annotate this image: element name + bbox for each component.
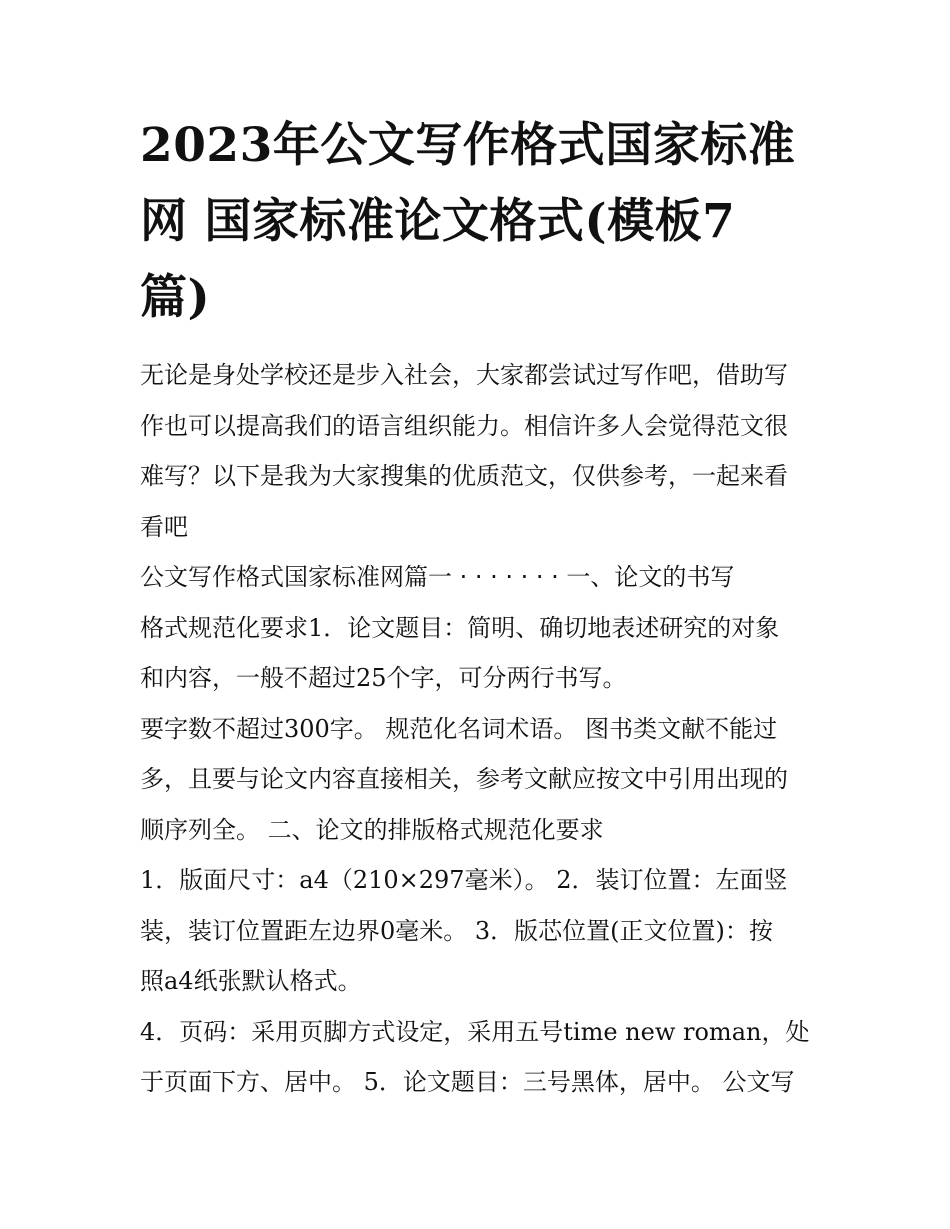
text-line: 顺序列全。 二、论文的排版格式规范化要求 (140, 815, 604, 844)
text-line: 要字数不超过300字。 规范化名词术语。 图书类文献不能过 (140, 714, 778, 743)
text-line: 1．版面尺寸：a4（210×297毫米）。 2．装订位置：左面竖 (140, 866, 788, 894)
paragraph-3 (140, 855, 820, 1007)
text-line: 格式规范化要求1．论文题目：简明、确切地表述研究的对象 (140, 613, 780, 642)
text-line: 4．页码：采用页脚方式设定，采用五号time new roman，处 (140, 1017, 810, 1046)
text-line: 装，装订位置距左边界0毫米。 3．版芯位置(正文位置)：按 (140, 916, 773, 945)
section1-heading: 公文写作格式国家标准网篇一 · · · · · · · 一、论文的书写 (140, 563, 735, 591)
text-line: 和内容，一般不超过25个字，可分两行书写。 (140, 664, 627, 692)
text-line: 无论是身处学校还是步入社会，大家都尝试过写作吧，借助写 (140, 361, 788, 389)
title-line: 网 国家标准论文格式(模板7 (140, 194, 736, 249)
intro-paragraph (140, 350, 820, 552)
paragraph-2 (140, 704, 820, 856)
section1-paragraph (140, 552, 820, 704)
text-line: 于页面下方、居中。 5．论文题目：三号黑体，居中。 公文写 (140, 1068, 795, 1096)
title-line: 篇) (140, 270, 211, 325)
text-line: 看吧 (140, 512, 188, 541)
text-line: 照a4纸张默认格式。 (140, 967, 362, 995)
document-page (140, 108, 820, 1108)
title-line: 2023年公文写作格式国家标准 (140, 118, 796, 173)
text-line: 多，且要与论文内容直接相关，参考文献应按文中引用出现的 (140, 765, 788, 793)
text-line: 作也可以提高我们的语言组织能力。相信许多人会觉得范文很 (140, 411, 788, 440)
text-line: 难写？以下是我为大家搜集的优质范文，仅供参考，一起来看 (140, 462, 788, 490)
paragraph-4 (140, 1007, 820, 1108)
document-title (140, 108, 820, 336)
